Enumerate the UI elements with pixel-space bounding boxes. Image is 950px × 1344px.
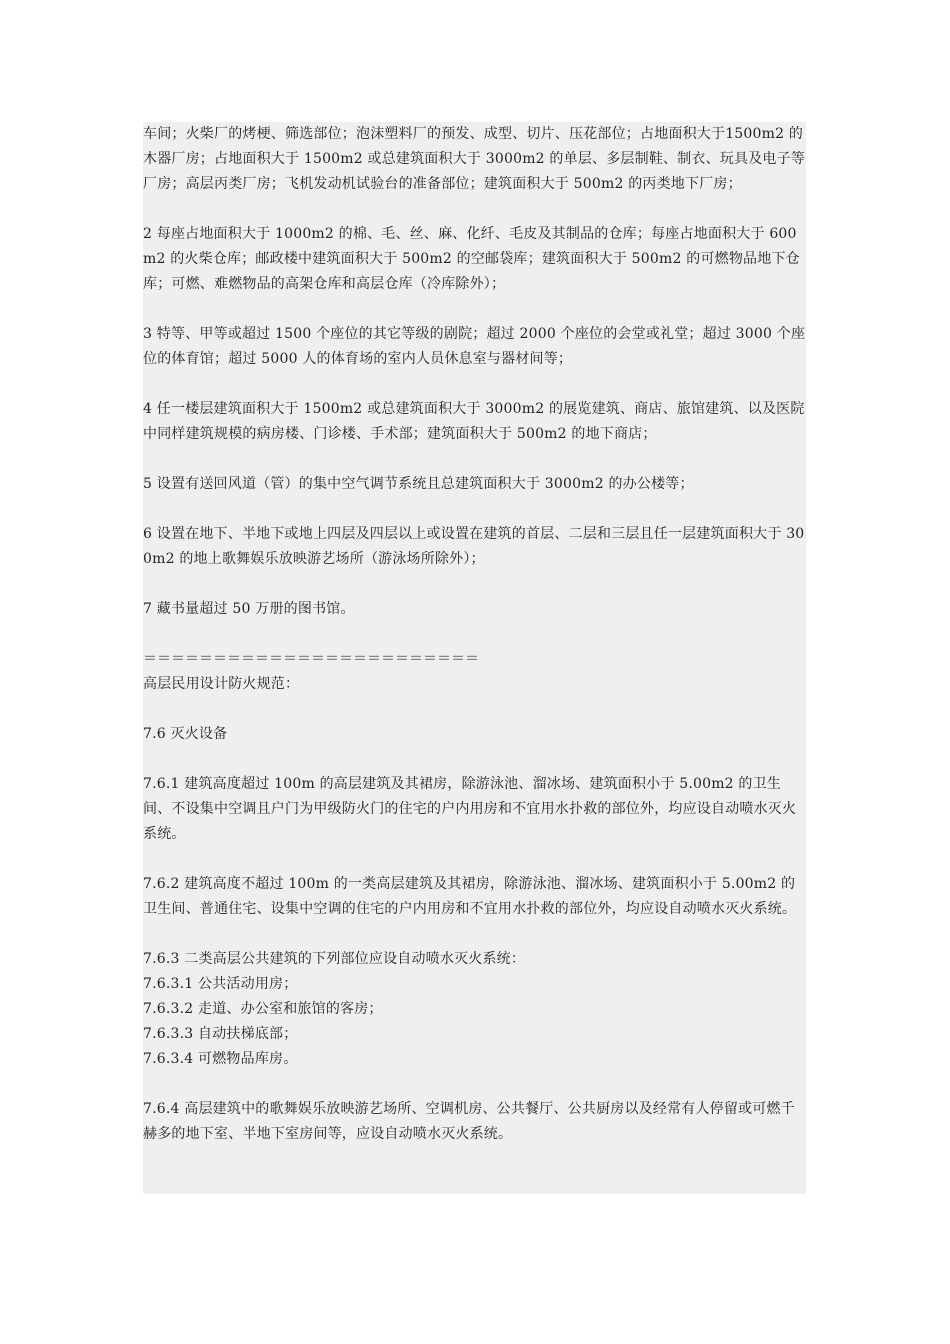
paragraph-workshop-list: 车间；火柴厂的烤梗、筛选部位；泡沫塑料厂的预发、成型、切片、压花部位；占地面积大于1500m2 的木器厂房；占地面积大于 1500m2 或总建筑面积大于 3000m2 的单层、多层制鞋、制衣、玩具及电子等厂房；高层丙类厂房；飞机发动机试验台的准备部位；建筑面积大于 500m2 的丙类地下厂房； bbox=[143, 126, 806, 192]
clause-7-6-3-4: 7.6.3.4 可燃物品库房。 bbox=[143, 1051, 298, 1067]
clause-7-6-3-title: 7.6.3 二类高层公共建筑的下列部位应设自动喷水灭火系统： bbox=[143, 951, 526, 967]
paragraph-item-5: 5 设置有送回风道（管）的集中空气调节系统且总建筑面积大于 3000m2 的办公楼等； bbox=[143, 476, 694, 492]
section-heading: 高层民用设计防火规范： bbox=[143, 676, 300, 692]
section-title: 7.6 灭火设备 bbox=[143, 726, 228, 742]
clause-7-6-3-2: 7.6.3.2 走道、办公室和旅馆的客房； bbox=[143, 1001, 383, 1017]
clause-7-6-2: 7.6.2 建筑高度不超过 100m 的一类高层建筑及其裙房，除游泳池、溜冰场、建筑面积小于 5.00m2 的卫生间、普通住宅、设集中空调的住宅的户内用房和不宜用水扑救的部位外，均应设自动喷水灭火系统。 bbox=[143, 876, 797, 917]
paragraph-item-2: 2 每座占地面积大于 1000m2 的棉、毛、丝、麻、化纤、毛皮及其制品的仓库；每座占地面积大于 600m2 的火柴仓库；邮政楼中建筑面积大于 500m2 的空邮袋库；建筑面积大于 500m2 的可燃物品地下仓库；可燃、难燃物品的高架仓库和高层仓库（冷库除外）； bbox=[143, 226, 800, 292]
document-body bbox=[143, 122, 806, 1194]
paragraph-item-6: 6 设置在地下、半地下或地上四层及四层以上或设置在建筑的首层、二层和三层且任一层建筑面积大于 300m2 的地上歌舞娱乐放映游艺场所（游泳场所除外）； bbox=[143, 526, 805, 567]
paragraph-item-4: 4 任一楼层建筑面积大于 1500m2 或总建筑面积大于 3000m2 的展览建筑、商店、旅馆建筑、以及医院中同样建筑规模的病房楼、门诊楼、手术部；建筑面积大于 500m2 的地下商店； bbox=[143, 401, 805, 442]
separator-line: ＝＝＝＝＝＝＝＝＝＝＝＝＝＝＝＝＝＝＝＝＝＝＝＝ bbox=[143, 651, 479, 667]
clause-7-6-3-1: 7.6.3.1 公共活动用房； bbox=[143, 976, 298, 992]
paragraph-item-3: 3 特等、甲等或超过 1500 个座位的其它等级的剧院；超过 2000 个座位的会堂或礼堂；超过 3000 个座位的体育馆；超过 5000 人的体育场的室内人员休息室与器材间等； bbox=[143, 326, 806, 367]
clause-7-6-1: 7.6.1 建筑高度超过 100m 的高层建筑及其裙房，除游泳池、溜冰场、建筑面积小于 5.00m2 的卫生间、不设集中空调且户门为甲级防火门的住宅的户内用房和不宜用水扑救的部位外，均应设自动喷水灭火系统。 bbox=[143, 776, 797, 842]
clause-7-6-4: 7.6.4 高层建筑中的歌舞娱乐放映游艺场所、空调机房、公共餐厅、公共厨房以及经常有人停留或可燃千赫多的地下室、半地下室房间等，应设自动喷水灭火系统。 bbox=[143, 1101, 795, 1142]
clause-7-6-3-3: 7.6.3.3 自动扶梯底部； bbox=[143, 1026, 298, 1042]
paragraph-item-7: 7 藏书量超过 50 万册的图书馆。 bbox=[143, 601, 355, 617]
